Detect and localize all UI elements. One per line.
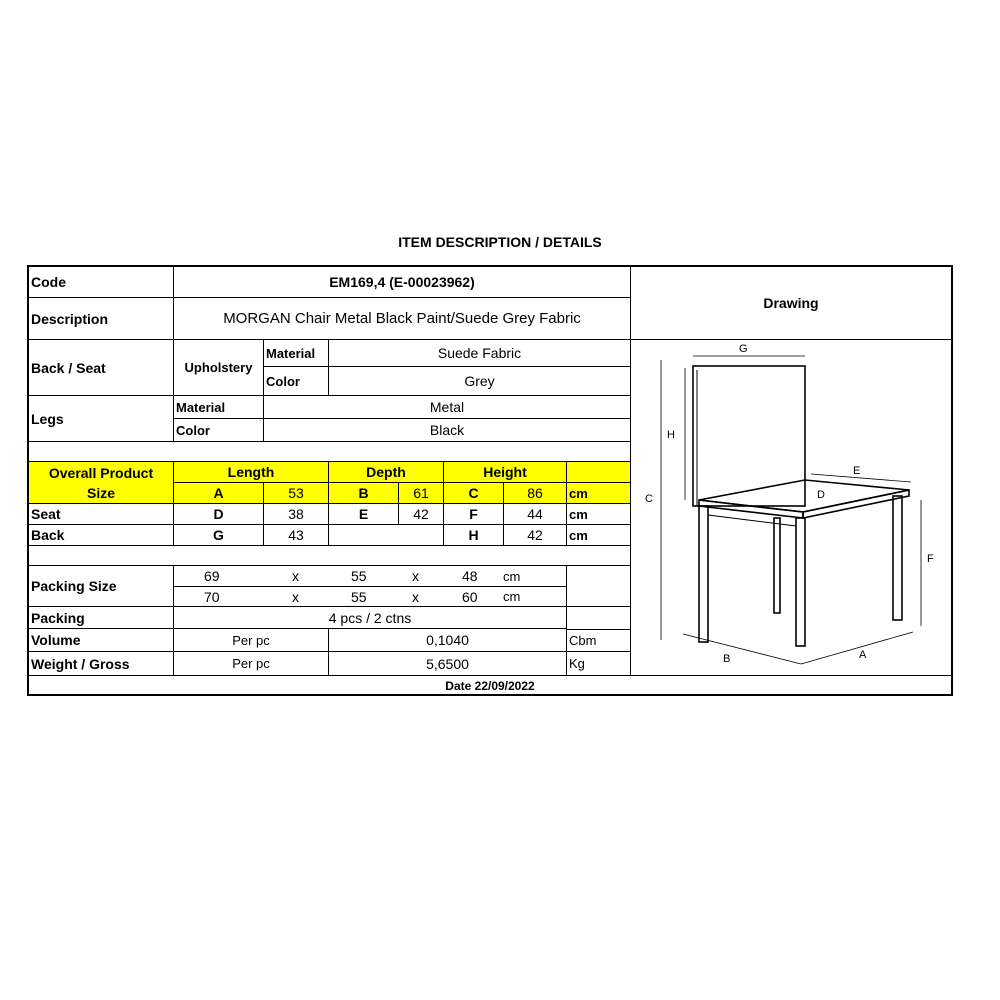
dim-label-b: B [723, 653, 731, 665]
dim-d-value: 38 [264, 504, 329, 525]
legs-color-value: Black [264, 419, 631, 442]
seat-unit: cm [567, 504, 631, 525]
spec-sheet [27, 265, 953, 696]
unit-header-blank [567, 462, 631, 483]
packing-size-2-x2: x [412, 588, 419, 605]
dim-d-letter: D [174, 504, 264, 525]
code-value: EM169,4 (E-00023962) [174, 267, 631, 298]
dim-label-h: H [667, 429, 675, 441]
back-blank [329, 525, 444, 546]
dim-e-value: 42 [399, 504, 444, 525]
dim-label-c: C [645, 493, 653, 505]
dim-b-letter: B [329, 483, 399, 504]
back-seat-color-value: Grey [329, 367, 631, 396]
legs-label: Legs [29, 396, 174, 442]
overall-size-label-line2: Size [29, 483, 174, 504]
packing-value: 4 pcs / 2 ctns [174, 607, 567, 629]
weight-label: Weight / Gross [29, 652, 174, 676]
back-seat-label: Back / Seat [29, 340, 174, 396]
seat-label: Seat [29, 504, 174, 525]
chair-leg-front-left [699, 506, 708, 642]
legs-material-value: Metal [264, 396, 631, 419]
packing-size-2-unit: cm [503, 589, 521, 604]
dim-b-value: 61 [399, 483, 444, 504]
packing-blank [567, 607, 631, 629]
spacer-row [29, 442, 631, 462]
back-label: Back [29, 525, 174, 546]
depth-header: Depth [329, 462, 444, 483]
dim-a-letter: A [174, 483, 264, 504]
dim-h-value: 42 [504, 525, 567, 546]
packing-size-1-x1: x [292, 568, 299, 584]
weight-unit: Kg [567, 652, 631, 676]
volume-per: Per pc [174, 629, 329, 652]
chair-leg-back-right [893, 496, 902, 620]
page-title: ITEM DESCRIPTION / DETAILS [398, 234, 602, 250]
dim-g-value: 43 [264, 525, 329, 546]
packing-size-2-width: 55 [351, 588, 367, 605]
dim-h-letter: H [444, 525, 504, 546]
chair-backrest [693, 366, 805, 506]
drawing-header: Drawing [631, 267, 951, 340]
weight-value: 5,6500 [329, 652, 567, 676]
dim-c-letter: C [444, 483, 504, 504]
packing-size-blank [567, 566, 631, 607]
back-unit: cm [567, 525, 631, 546]
volume-value: 0,1040 [329, 629, 567, 652]
dim-label-a: A [859, 649, 867, 661]
dim-label-g: G [739, 343, 748, 355]
overall-size-label-line1: Overall Product [29, 462, 174, 483]
drawing-pane [631, 340, 951, 676]
back-seat-color-label: Color [264, 367, 329, 396]
dim-label-d: D [817, 489, 825, 501]
chair-drawing [631, 340, 951, 676]
volume-unit: Cbm [567, 629, 631, 652]
packing-label: Packing [29, 607, 174, 629]
overall-unit: cm [567, 483, 631, 504]
legs-material-label: Material [174, 396, 264, 419]
packing-size-row-1 [174, 566, 567, 586]
chair-leg-back-left [774, 518, 780, 613]
dim-e-letter: E [329, 504, 399, 525]
length-header: Length [174, 462, 329, 483]
packing-size-1-width: 55 [351, 568, 367, 584]
dim-f-value: 44 [504, 504, 567, 525]
packing-size-1-x2: x [412, 568, 419, 584]
chair-leg-front-right [796, 518, 805, 646]
dim-g-letter: G [174, 525, 264, 546]
description-label: Description [29, 298, 174, 340]
back-seat-material-label: Material [264, 340, 329, 367]
packing-size-label: Packing Size [29, 566, 174, 607]
packing-size-2-height: 60 [462, 588, 478, 605]
weight-per: Per pc [174, 652, 329, 676]
packing-size-2-length: 70 [204, 588, 220, 605]
height-header: Height [444, 462, 567, 483]
packing-size-1-height: 48 [462, 568, 478, 584]
dim-label-f: F [927, 553, 934, 565]
description-value: MORGAN Chair Metal Black Paint/Suede Grey Fabric [174, 298, 631, 340]
packing-size-1-unit: cm [503, 568, 521, 584]
dim-f-letter: F [444, 504, 504, 525]
dim-label-e: E [853, 465, 861, 477]
code-label: Code [29, 267, 174, 298]
date-footer: Date 22/09/2022 [445, 679, 535, 693]
dim-c-value: 86 [504, 483, 567, 504]
volume-label: Volume [29, 629, 174, 652]
upholstery-label: Upholstery [174, 340, 264, 396]
packing-size-2-x1: x [292, 588, 299, 605]
spacer-row-2 [29, 546, 631, 566]
back-seat-material-value: Suede Fabric [329, 340, 631, 367]
legs-color-label: Color [174, 419, 264, 442]
dim-a-value: 53 [264, 483, 329, 504]
packing-size-row-2 [174, 586, 567, 607]
packing-size-1-length: 69 [204, 568, 220, 584]
